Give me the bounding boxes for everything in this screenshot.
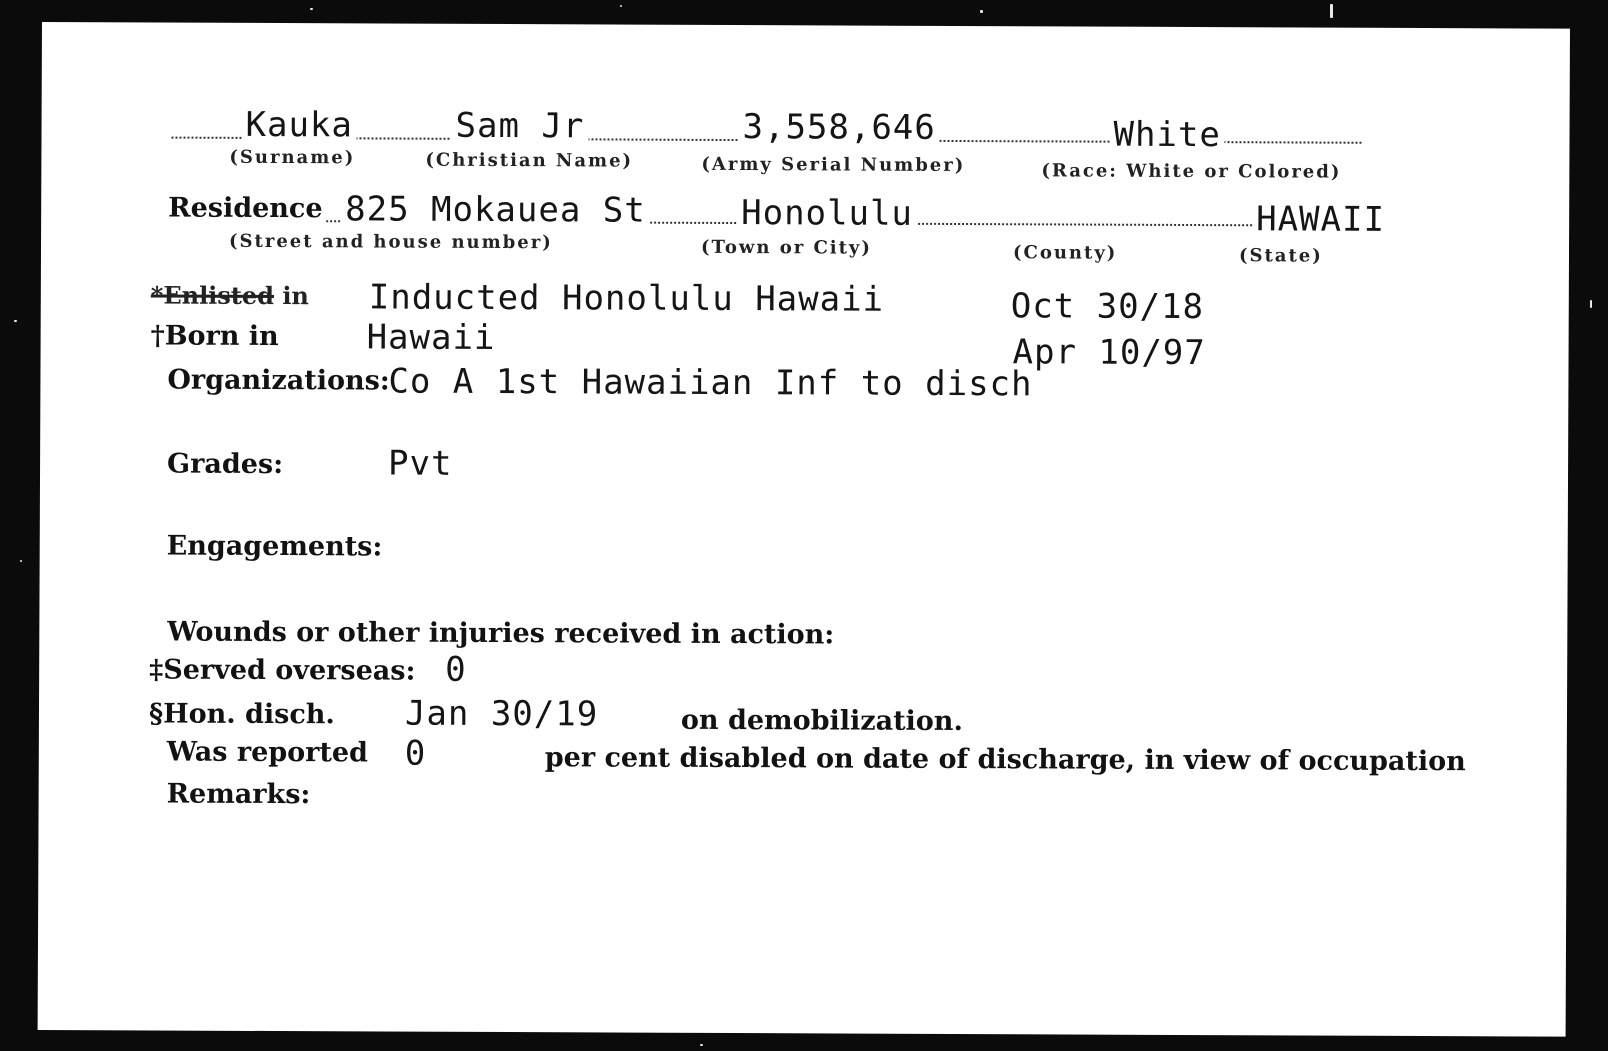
enlisted-in-text: in: [282, 281, 309, 311]
record-card: [38, 22, 1570, 1037]
served-overseas-label: ‡Served overseas:: [149, 654, 416, 687]
scan-speck: [620, 5, 622, 7]
scan-speck: [14, 320, 17, 322]
disability-suffix: per cent disabled on date of discharge, in view of occupation: [544, 742, 1466, 778]
state-value: HAWAII: [1256, 199, 1386, 240]
grades-value: Pvt: [387, 443, 453, 484]
serial-number-value: 3,558,646: [738, 107, 939, 148]
induction-value: Inducted Honolulu Hawaii: [368, 277, 885, 320]
serial-caption: (Army Serial Number): [701, 153, 966, 177]
organizations-value: Co A 1st Hawaiian Inf to disch: [388, 361, 1033, 405]
organizations-label: Organizations:: [167, 364, 390, 397]
disability-value: 0: [404, 733, 427, 774]
grades-label: Grades:: [167, 448, 284, 481]
city-caption: (Town or City): [700, 236, 872, 259]
scan-speck: [20, 560, 22, 562]
scan-speck: [1330, 4, 1333, 18]
born-label: †Born in: [150, 320, 279, 353]
residence-label: Residence: [168, 193, 327, 225]
christian-name-value: Sam Jr: [451, 106, 588, 147]
induction-date: Oct 30/18: [1010, 286, 1205, 328]
discharge-label: §Hon. disch.: [148, 698, 335, 731]
struck-enlisted-text: *Enlisted: [150, 280, 275, 311]
surname-value: Kauka: [241, 105, 357, 146]
county-caption: (County): [1012, 242, 1118, 264]
christian-name-caption: (Christian Name): [425, 149, 634, 172]
street-value: 825 Mokauea St: [341, 189, 650, 230]
scan-speck: [980, 10, 983, 13]
scan-speck: [1590, 300, 1592, 308]
race-value: White: [1109, 115, 1225, 156]
street-caption: (Street and house number): [228, 230, 553, 254]
discharge-date: Jan 30/19: [404, 693, 599, 735]
served-overseas-value: 0: [445, 649, 467, 690]
scan-speck: [310, 8, 313, 10]
state-caption: (State): [1238, 245, 1323, 267]
birthplace-value: Hawaii: [366, 317, 496, 358]
wounds-label: Wounds or other injuries received in action:: [167, 616, 835, 651]
engagements-label: Engagements:: [166, 530, 383, 563]
city-value: Honolulu: [737, 193, 917, 234]
enlisted-label: [151, 280, 309, 310]
birth-date: Apr 10/97: [1012, 332, 1206, 374]
discharge-suffix: on demobilization.: [680, 704, 963, 738]
disability-label: Was reported: [166, 736, 369, 769]
race-caption: (Race: White or Colored): [1041, 160, 1342, 183]
remarks-label: Remarks:: [166, 778, 311, 811]
surname-caption: (Surname): [229, 146, 356, 169]
scan-speck: [700, 1044, 703, 1046]
